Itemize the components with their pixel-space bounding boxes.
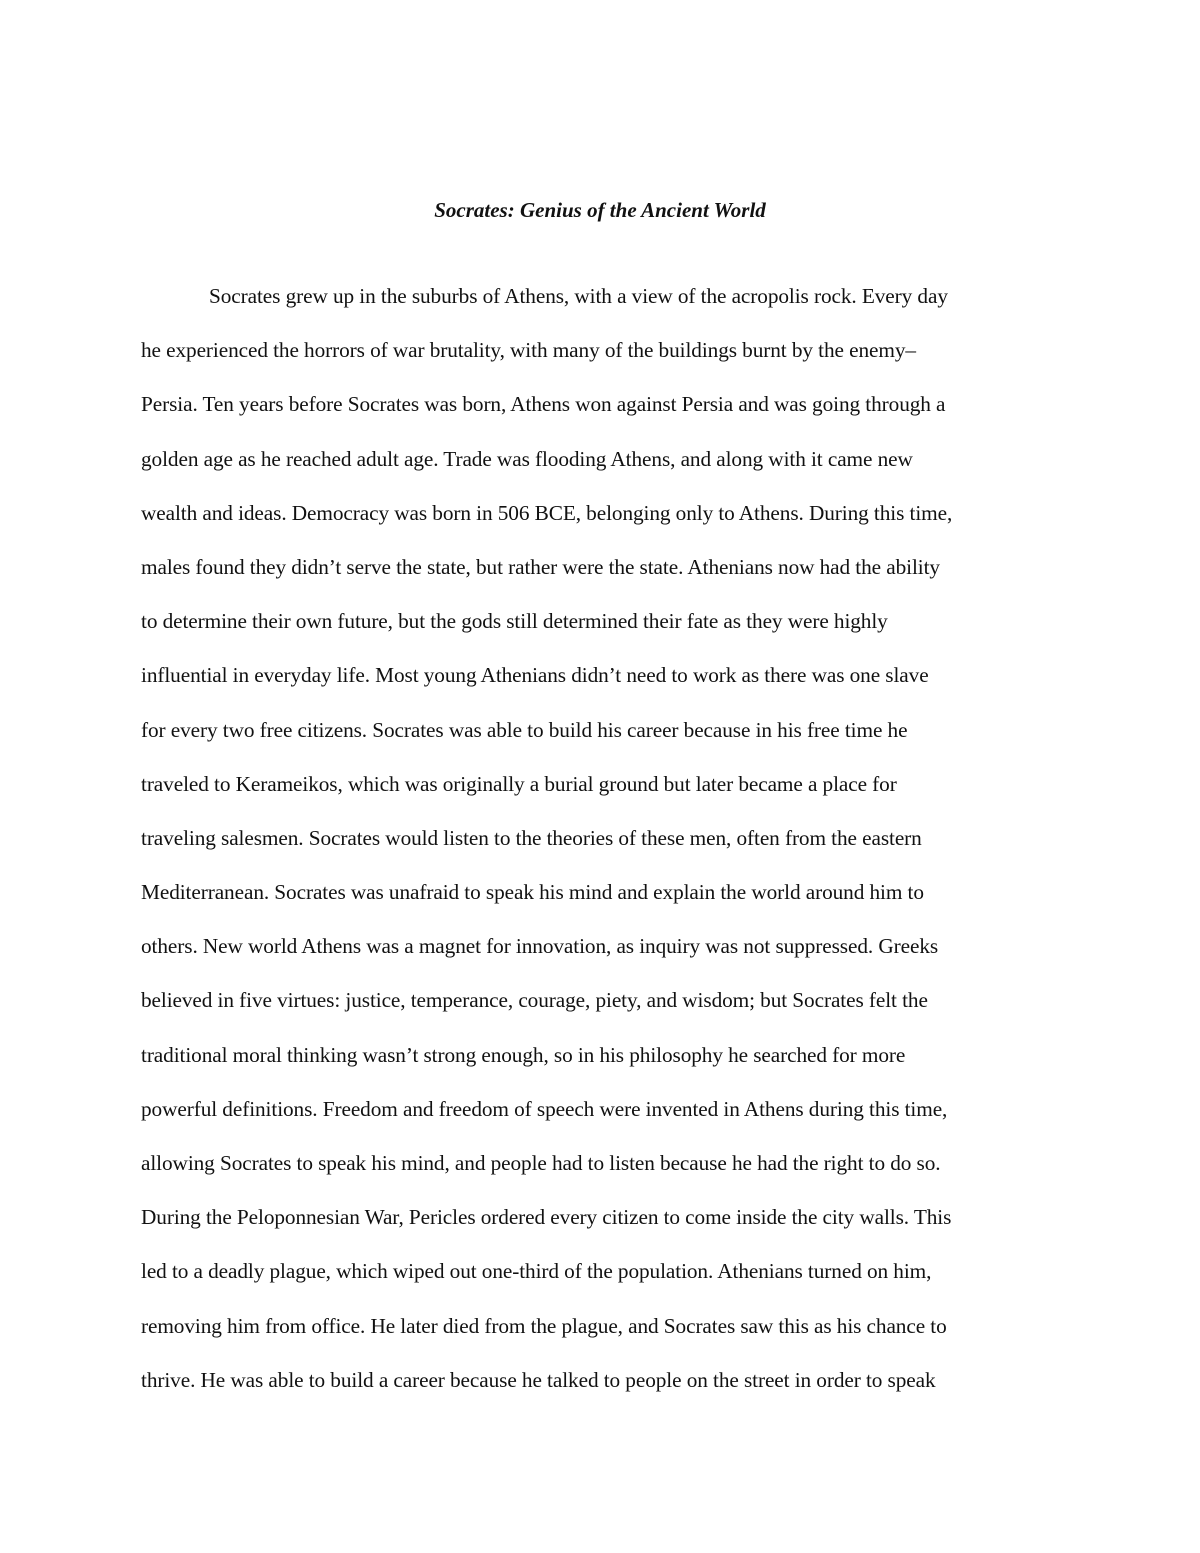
paragraph-line: believed in five virtues: justice, temperance, courage, piety, and wisdom; but Socrates felt the [141, 988, 928, 1013]
paragraph-line: During the Peloponnesian War, Pericles ordered every citizen to come inside the city walls. This [141, 1205, 952, 1230]
paragraph-line: golden age as he reached adult age. Trade was flooding Athens, and along with it came new [141, 446, 913, 471]
paragraph-line: traveled to Kerameikos, which was originally a burial ground but later became a place for [141, 771, 897, 796]
paragraph-line: influential in everyday life. Most young Athenians didn’t need to work as there was one slave [141, 663, 929, 688]
body-paragraph [141, 280, 1071, 1418]
paragraph-line: to determine their own future, but the gods still determined their fate as they were highly [141, 609, 888, 634]
paragraph-line: removing him from office. He later died from the plague, and Socrates saw this as his chance to [141, 1313, 947, 1338]
paragraph-line: wealth and ideas. Democracy was born in 506 BCE, belonging only to Athens. During this time, [141, 500, 953, 525]
paragraph-line: traveling salesmen. Socrates would listen to the theories of these men, often from the eastern [141, 825, 922, 850]
document-title: Socrates: Genius of the Ancient World [434, 198, 766, 222]
paragraph-line: he experienced the horrors of war brutality, with many of the buildings burnt by the enemy– [141, 338, 916, 363]
paragraph-line: for every two free citizens. Socrates was able to build his career because in his free time he [141, 717, 908, 742]
paragraph-line: thrive. He was able to build a career because he talked to people on the street in order to speak [141, 1367, 936, 1392]
paragraph-line: others. New world Athens was a magnet for innovation, as inquiry was not suppressed. Greeks [141, 934, 939, 959]
paragraph-line: Mediterranean. Socrates was unafraid to speak his mind and explain the world around him to [141, 880, 924, 905]
paragraph-line: allowing Socrates to speak his mind, and people had to listen because he had the right to do so. [141, 1151, 941, 1175]
paragraph-line: Socrates grew up in the suburbs of Athens, with a view of the acropolis rock. Every day [209, 284, 948, 308]
paragraph-line: Persia. Ten years before Socrates was born, Athens won against Persia and was going through a [141, 392, 946, 417]
paragraph-line: led to a deadly plague, which wiped out one-third of the population. Athenians turned on him, [141, 1259, 932, 1284]
paragraph-line: traditional moral thinking wasn’t strong enough, so in his philosophy he searched for more [141, 1042, 906, 1067]
paragraph-line: males found they didn’t serve the state, but rather were the state. Athenians now had the ability [141, 554, 940, 579]
paragraph-line: powerful definitions. Freedom and freedom of speech were invented in Athens during this time, [141, 1096, 948, 1121]
